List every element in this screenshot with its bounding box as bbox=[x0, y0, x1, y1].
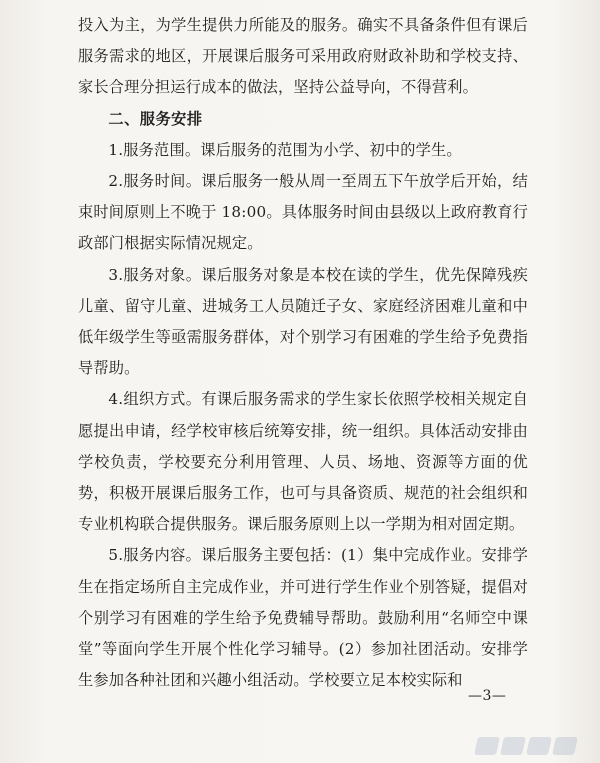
page-number: —3— bbox=[468, 688, 507, 704]
section-heading: 二、服务安排 bbox=[108, 109, 203, 128]
paragraph-service-content: 5.服务内容。课后服务主要包括：(1）集中完成作业。安排学生在指定场所自主完成作业，并可进行学生作业个别答疑，提倡对个别学习有困难的学生给予免费辅导帮助。鼓励利用“名师空中课堂”等面向学生开展个性化学习辅导。(2）参加社团活动。安排学生参加各种社团和兴趣小组活动。学校要立足本校实际和 bbox=[78, 546, 528, 690]
paragraph-service-time: 2.服务时间。课后服务一般从周一至周五下午放学后开始，结束时间原则上不晚于 18:00。具体服务时间由县级以上政府教育行政部门根据实际情况规定。 bbox=[78, 172, 528, 253]
document-body bbox=[78, 10, 528, 696]
paragraph-organization: 4.组织方式。有课后服务需求的学生家长依照学校相关规定自愿提出申请，经学校审核后统筹安排，统一组织。具体活动安排由学校负责，学校要充分利用管理、人员、场地、资源等方面的优势，积极开展课后服务工作，也可与具备资质、规范的社会组织和专业机构联合提供服务。课后服务原则上以一学期为相对固定期。 bbox=[78, 390, 528, 534]
paragraph-continuation: 投入为主，为学生提供力所能及的服务。确实不具备条件但有课后服务需求的地区，开展课后服务可采用政府财政补助和学校支持、家长合理分担运行成本的做法，坚持公益导向，不得营利。 bbox=[78, 16, 528, 97]
paragraph-service-target: 3.服务对象。课后服务对象是本校在读的学生，优先保障残疾儿童、留守儿童、进城务工人员随迁子女、家庭经济困难儿童和中低年级学生等亟需服务群体，对个别学习有困难的学生给予免费指导帮助。 bbox=[78, 265, 528, 378]
paragraph-service-scope: 1.服务范围。课后服务的范围为小学、初中的学生。 bbox=[108, 140, 462, 159]
watermark-logo bbox=[476, 734, 594, 758]
